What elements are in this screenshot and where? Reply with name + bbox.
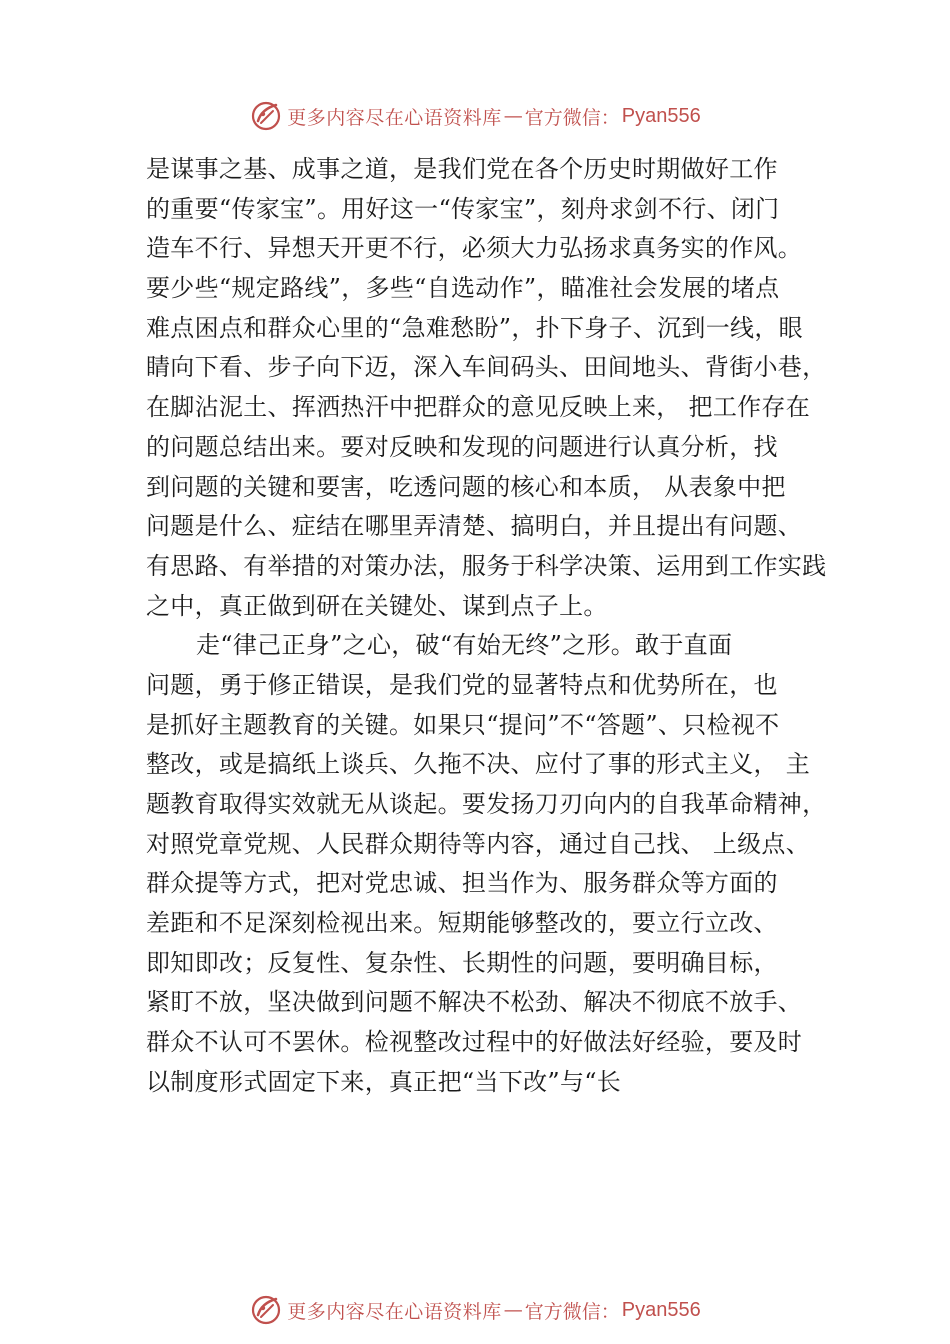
body-line-21: 即知即改；反复性、复杂性、长期性的问题，要明确目标，	[146, 948, 778, 977]
body-line-14: 问题，勇于修正错误，是我们党的显著特点和优势所在，也	[146, 670, 778, 699]
body-line-10: 问题是什么、症结在哪里弄清楚、搞明白，并且提出有问题、	[146, 512, 803, 541]
body-line-17: 题教育取得实效就无从谈起。要发扬刀刃向内的自我革命精神，	[146, 790, 827, 818]
body-line-22: 紧盯不放，坚决做到问题不解决不松劲、解决不彻底不放手、	[146, 988, 803, 1017]
document-body	[146, 150, 826, 1103]
banner-library-text: 更多内容尽在心语资料库	[287, 106, 502, 129]
body-line-9: 到问题的关键和要害，吃透问题的核心和本质， 从表象中把	[146, 472, 786, 501]
body-line-12: 之中，真正做到研在关键处、谋到点子上。	[146, 591, 608, 620]
footer-banner	[0, 1290, 950, 1330]
body-line-1: 是谋事之基、成事之道，是我们党在各个历史时期做好工作	[146, 155, 778, 183]
body-line-20: 差距和不足深刻检视出来。短期能够整改的，要立行立改、	[146, 909, 778, 938]
header-banner	[0, 96, 950, 136]
banner-wechat-label: 官方微信：	[524, 106, 620, 129]
body-line-16: 整改，或是搞纸上谈兵、久拖不决、应付了事的形式主义， 主	[146, 750, 811, 779]
body-line-11: 有思路、有举措的对策办法，服务于科学决策、运用到工作实践	[146, 551, 827, 580]
body-line-19: 群众提等方式，把对党忠诚、担当作为、服务群众等方面的	[146, 869, 778, 898]
banner-wechat-id: Pyan556	[621, 104, 701, 127]
body-line-8: 的问题总结出来。要对反映和发现的问题进行认真分析，找	[146, 432, 778, 461]
body-line-18: 对照党章党规、人民群众期待等内容，通过自己找、 上级点、	[146, 829, 811, 858]
banner-library-text: 更多内容尽在心语资料库	[287, 1300, 502, 1323]
body-line-7: 在脚沾泥土、挥洒热汗中把群众的意见反映上来， 把工作存在	[146, 393, 811, 422]
banner-wechat-label: 官方微信：	[524, 1300, 620, 1323]
body-line-2: 的重要“传家宝”。用好这一“传家宝”，刻舟求剑不行、闭门	[146, 194, 780, 223]
body-line-13: 走“律己正身”之心，破“有始无终”之形。敢于直面	[196, 631, 733, 660]
body-line-5: 难点困点和群众心里的“急难愁盼”，扑下身子、沉到一线，眼	[146, 313, 803, 342]
body-line-4: 要少些“规定路线”，多些“自选动作”，瞄准社会发展的堵点	[146, 274, 780, 303]
banner-dash: —	[503, 1299, 523, 1321]
body-line-15: 是抓好主题教育的关键。如果只“提问”不“答题”、只检视不	[146, 710, 780, 739]
body-line-24: 以制度形式固定下来，真正把“当下改”与“长	[146, 1067, 622, 1096]
body-line-3: 造车不行、异想天开更不行，必须大力弘扬求真务实的作风。	[146, 234, 803, 263]
body-line-6: 睛向下看、步子向下迈，深入车间码头、田间地头、背街小巷，	[146, 353, 827, 382]
banner-dash: —	[503, 105, 523, 127]
banner-wechat-id: Pyan556	[621, 1298, 701, 1321]
library-logo-icon	[249, 1293, 283, 1327]
library-logo-icon	[249, 99, 283, 133]
body-line-23: 群众不认可不罢休。检视整改过程中的好做法好经验，要及时	[146, 1028, 803, 1057]
